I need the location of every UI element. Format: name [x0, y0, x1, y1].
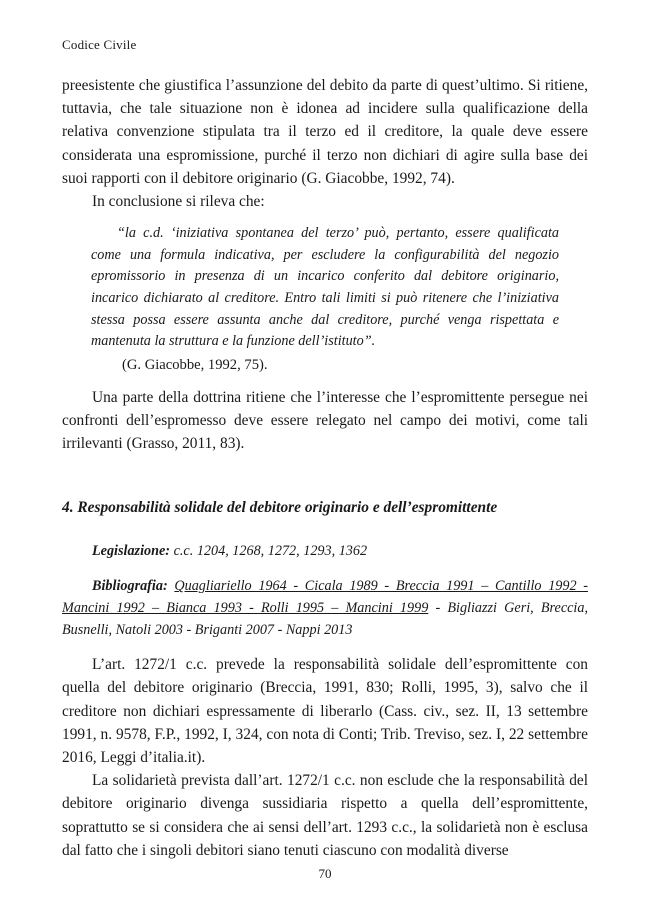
legislazione-line — [62, 541, 588, 562]
bibliografia-line — [62, 576, 588, 641]
bibliografia-underlined-refs: Quagliariello 1964 - Cicala 1989 - Breccia 1991 – Cantillo 1992 - Mancini 1992 – Bianca 1993 - Rolli 1995 – Mancini 1999 — [62, 578, 588, 616]
paragraph: preesistente che giustifica l’assunzione del debito da parte di quest’ultimo. Si ritiene, tuttavia, che tale situazione non è idonea ad incidere sulla qualificazione della relativa convenzione stipulata tra il terzo ed il creditore, la quale deve essere considerata una espromissione, purché il terzo non dichiari di agire sulla base dei suoi rapporti con il debitore originario (G. Giacobbe, 1992, 74). — [62, 77, 588, 187]
paragraph: La solidarietà prevista dall’art. 1272/1 c.c. non esclude che la responsabilità del debitore originario divenga sussidiaria rispetto a quella dell’espromittente, soprattutto se si considera che ai sensi dell’art. 1293 c.c., la solidarietà non è esclusa dal fatto che i singoli debitori siano tenuti ciascuno con modalità diverse — [62, 772, 588, 859]
block-quote: “la c.d. ‘iniziativa spontanea del terzo’ può, pertanto, essere qualificata come una formula indicativa, per escludere la configurabilità del negozio epromissorio in presenza di un incarico conferito dal debitore originario, incarico dichiarato al creditore. Entro tali limiti si può ritenere che l’iniziativa stessa possa essere assunta anche dal creditore, purché venga rispettata e mantenuta la struttura e la funzione dell’istituto”. — [91, 225, 559, 350]
running-header: Codice Civile — [62, 37, 137, 52]
paragraph: Una parte della dottrina ritiene che l’interesse che l’espromittente persegue nei confronti dell’espromesso deve essere relegato nel campo dei motivi, come tali irrilevanti (Grasso, 2011, 83). — [62, 388, 588, 453]
quote-citation: (G. Giacobbe, 1992, 75). — [122, 356, 268, 373]
legislazione-text: c.c. 1204, 1268, 1272, 1293, 1362 — [173, 543, 368, 560]
section-heading: 4. Responsabilità solidale del debitore originario e dell’espromittente — [62, 499, 498, 517]
page-number: 70 — [318, 866, 332, 881]
paragraph: L’art. 1272/1 c.c. prevede la responsabilità solidale dell’espromittente con quella del debitore originario (Breccia, 1991, 830; Rolli, 1995, 3), salvo che il creditore non dichiari espressamente di liberarlo (Cass. civ., sez. II, 13 settembre 1991, n. 9578, F.P., 1992, I, 324, con nota di Conti; Trib. Treviso, sez. I, 22 settembre 2016, Leggi d’italia.it). — [62, 656, 588, 766]
page-content — [62, 74, 588, 862]
bibliografia-label: Bibliografia: — [92, 578, 168, 595]
legislazione-label: Legislazione: — [92, 543, 171, 560]
bibliografia-other-refs: - Bigliazzi Geri, Breccia, Busnelli, Natoli 2003 - Briganti 2007 - Nappi 2013 — [62, 599, 588, 638]
paragraph: In conclusione si rileva che: — [92, 193, 265, 211]
